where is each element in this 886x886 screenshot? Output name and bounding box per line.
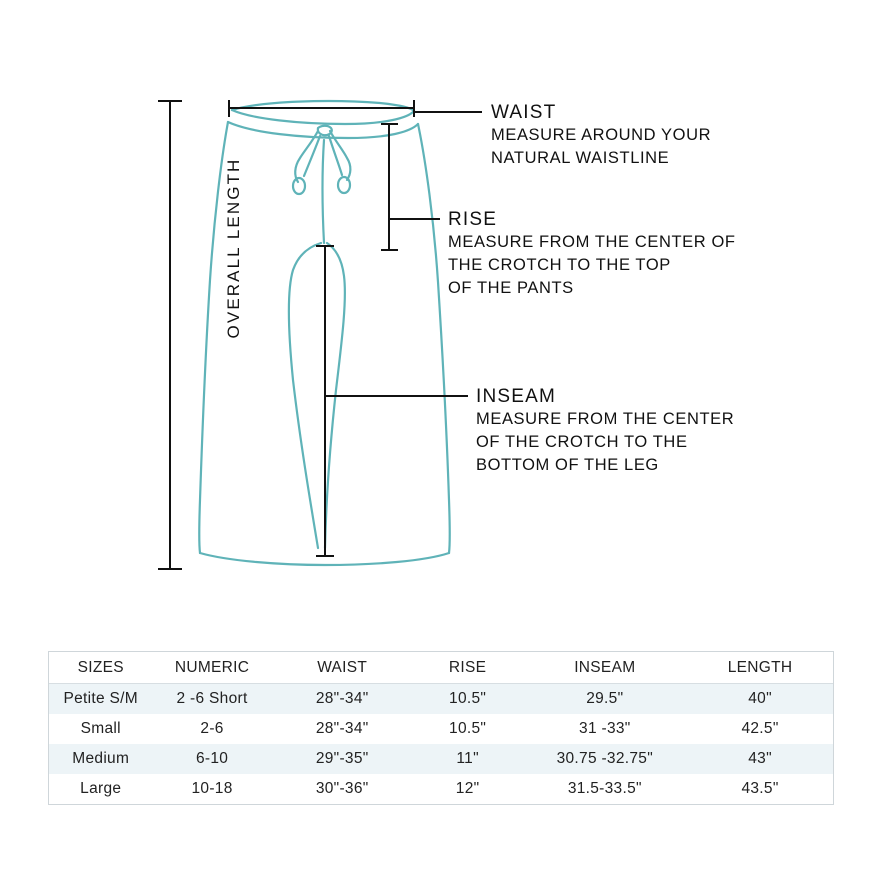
table-cell: 30.75 -32.75": [523, 744, 688, 774]
table-row: [49, 744, 833, 774]
table-header-cell: LENGTH: [687, 652, 833, 684]
table-cell: Large: [80, 780, 122, 797]
table-row: [49, 684, 833, 715]
table-cell: 42.5": [741, 720, 779, 737]
table-header-cell: NUMERIC: [152, 652, 271, 684]
callout-rise: [448, 209, 736, 300]
table-cell: 29"-35": [272, 744, 413, 774]
table-row: [49, 714, 833, 744]
table-header-cell: SIZES: [49, 652, 152, 684]
callout-inseam-title: INSEAM: [476, 386, 557, 407]
table-row: [49, 774, 833, 804]
callout-rise-line-3: OF THE PANTS: [448, 279, 574, 297]
callout-waist: [491, 102, 711, 170]
table-cell: 31 -33": [579, 720, 631, 737]
callout-inseam-line-2: OF THE CROTCH TO THE: [476, 433, 688, 451]
table-cell: 2 -6 Short: [152, 684, 271, 715]
table-cell: 31.5-33.5": [567, 780, 642, 797]
callout-waist-title: WAIST: [491, 102, 557, 123]
table-header-cell: INSEAM: [523, 652, 688, 684]
table-cell: Petite S/M: [49, 684, 152, 715]
table-cell: 6-10: [152, 744, 271, 774]
table-cell: 2-6: [200, 720, 224, 737]
table-cell: 28"-34": [272, 684, 413, 715]
callout-waist-line-2: NATURAL WAISTLINE: [491, 149, 670, 167]
callout-rise-line-1: MEASURE FROM THE CENTER OF: [448, 233, 736, 251]
callout-rise-title: RISE: [448, 209, 498, 230]
table-cell: 10-18: [191, 780, 233, 797]
callout-waist-line-1: MEASURE AROUND YOUR: [491, 126, 712, 144]
callout-inseam: [476, 386, 734, 477]
table-cell: 12": [455, 780, 480, 797]
table-cell: 43.5": [741, 780, 779, 797]
table-cell: 10.5": [449, 720, 487, 737]
table-header-row: [49, 652, 833, 684]
size-chart-table: [48, 651, 834, 805]
table-cell: Medium: [49, 744, 152, 774]
table-cell: 30"-36": [315, 780, 369, 797]
overall-length-label: OVERALL LENGTH: [224, 157, 243, 339]
callout-inseam-line-3: BOTTOM OF THE LEG: [476, 456, 659, 474]
callout-rise-line-2: THE CROTCH TO THE TOP: [448, 256, 671, 274]
callout-inseam-line-1: MEASURE FROM THE CENTER: [476, 410, 735, 428]
table-cell: 43": [687, 744, 833, 774]
table-cell: 29.5": [523, 684, 688, 715]
table-cell: 10.5": [413, 684, 523, 715]
table-cell: Small: [80, 720, 121, 737]
table-cell: 11": [413, 744, 523, 774]
table-cell: 40": [687, 684, 833, 715]
table-header-cell: WAIST: [272, 652, 413, 684]
table-cell: 28"-34": [315, 720, 369, 737]
table-header-cell: RISE: [413, 652, 523, 684]
